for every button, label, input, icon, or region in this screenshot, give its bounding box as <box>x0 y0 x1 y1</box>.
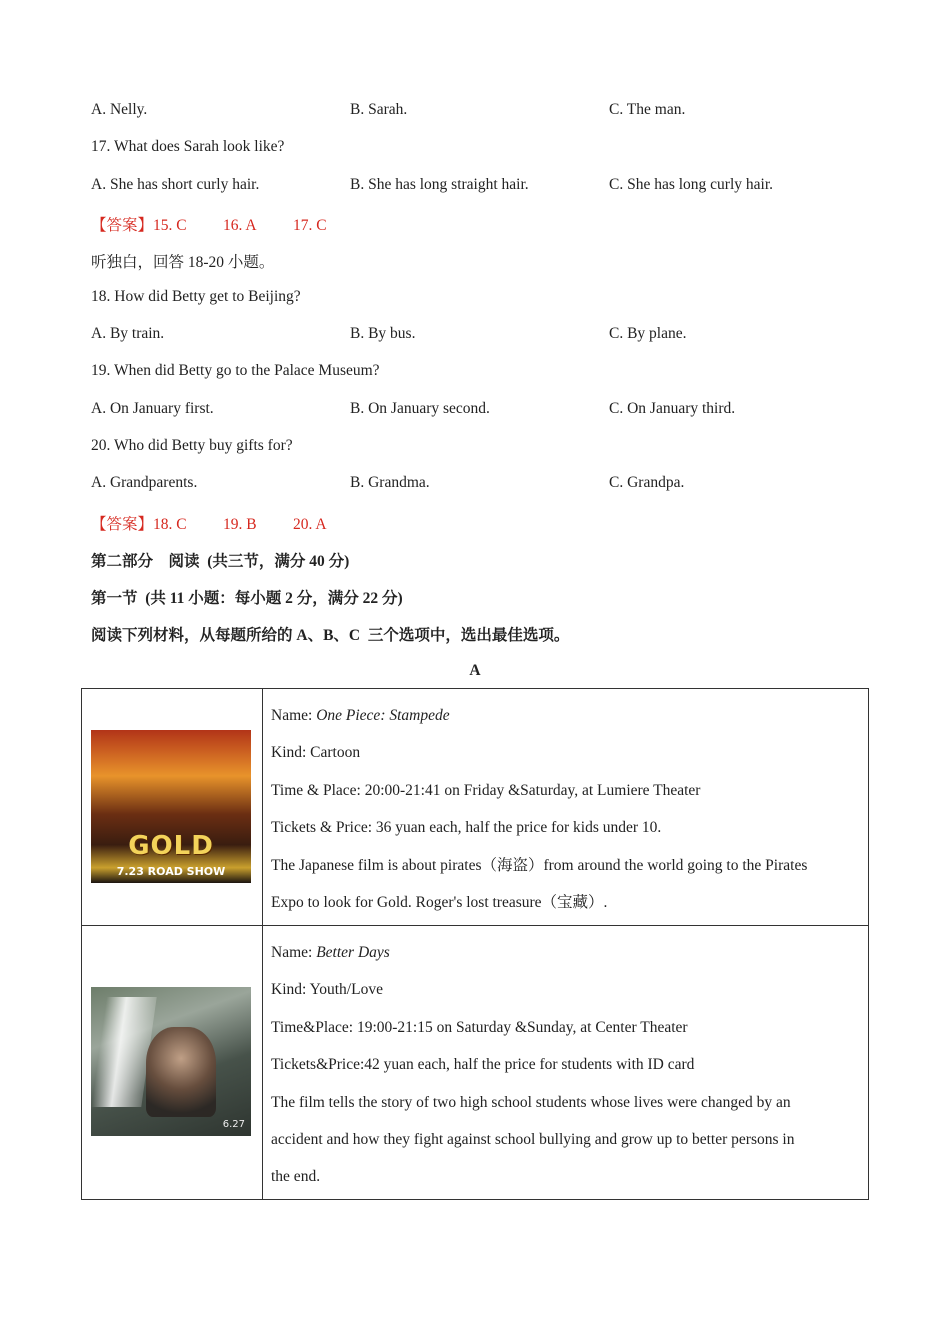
film-name <box>271 697 860 734</box>
monologue-instruction: 听独白，回答 18-20 小题。 <box>91 254 275 271</box>
film-title: One Piece: Stampede <box>316 707 450 724</box>
answer-item: 16. A <box>223 217 257 234</box>
q19-question: 19. When did Betty go to the Palace Museum? <box>91 362 380 379</box>
answer-label: 【答案】 <box>91 516 154 533</box>
table-row <box>82 926 869 1200</box>
film-info-cell <box>263 926 869 1200</box>
q16-option-b: B. Sarah. <box>350 101 408 118</box>
answer-key-15-17 <box>91 213 327 235</box>
q19-option-c: C. On January third. <box>609 400 736 417</box>
poster-date: 7.23 ROAD SHOW <box>116 865 226 878</box>
film-table <box>81 688 869 1200</box>
passage-label: A <box>469 662 481 679</box>
part2-heading: 第二部分 阅读 (共三节，满分 40 分) <box>91 553 350 570</box>
film-info-cell <box>263 689 869 926</box>
q16-option-a: A. Nelly. <box>91 101 148 118</box>
poster-title: GOLD <box>128 831 214 861</box>
film-kind: Kind: Cartoon <box>271 744 361 762</box>
q20-option-b: B. Grandma. <box>350 474 430 491</box>
film-kind: Kind: Youth/Love <box>271 981 383 999</box>
film-desc-line: Expo to look for Gold. Roger's lost treasure（宝藏）. <box>271 893 608 911</box>
answer-label: 【答案】 <box>91 217 154 234</box>
answer-item: 17. C <box>293 217 327 234</box>
film-tickets: Tickets & Price: 36 yuan each, half the price for kids under 10. <box>271 819 662 837</box>
q17-option-a: A. She has short curly hair. <box>91 176 260 193</box>
better-days-poster-image <box>91 987 251 1136</box>
film-desc-line: The film tells the story of two high school students whose lives were changed by an <box>271 1093 791 1111</box>
q17-option-c: C. She has long curly hair. <box>609 176 774 193</box>
answer-item: 20. A <box>293 516 327 533</box>
reading-instruction: 阅读下列材料，从每题所给的 A、B、C 三个选项中，选出最佳选项。 <box>91 627 570 644</box>
film-desc-line: the end. <box>271 1168 321 1186</box>
q20-option-a: A. Grandparents. <box>91 474 198 491</box>
table-row <box>82 689 869 926</box>
film-time-place: Time & Place: 20:00-21:41 on Friday &Saturday, at Lumiere Theater <box>271 781 701 799</box>
film-desc-line: The Japanese film is about pirates（海盗）from around the world going to the Pirates <box>271 856 808 874</box>
q18-question: 18. How did Betty get to Beijing? <box>91 288 301 305</box>
q18-option-b: B. By bus. <box>350 325 416 342</box>
q20-question: 20. Who did Betty buy gifts for? <box>91 437 293 454</box>
answer-item: 18. C <box>153 516 187 533</box>
answer-key-18-20 <box>91 512 327 534</box>
film-name <box>271 934 860 971</box>
film-title: Better Days <box>316 944 390 961</box>
q19-option-a: A. On January first. <box>91 400 214 417</box>
poster-cell <box>82 926 263 1200</box>
q17-option-b: B. She has long straight hair. <box>350 176 529 193</box>
section1-heading: 第一节 (共 11 小题：每小题 2 分，满分 22 分) <box>91 590 403 607</box>
poster-cell <box>82 689 263 926</box>
q17-question: 17. What does Sarah look like? <box>91 138 285 155</box>
film-desc-line: accident and how they fight against school bullying and grow up to better persons in <box>271 1130 795 1148</box>
answer-item: 15. C <box>153 217 187 234</box>
q16-option-c: C. The man. <box>609 101 686 118</box>
poster-date: 6.27 <box>222 1119 245 1130</box>
q20-option-c: C. Grandpa. <box>609 474 685 491</box>
one-piece-poster-image <box>91 730 251 883</box>
q18-option-c: C. By plane. <box>609 325 687 342</box>
film-tickets: Tickets&Price:42 yuan each, half the price for students with ID card <box>271 1056 695 1074</box>
film-name-label: Name: <box>271 944 317 961</box>
q18-option-a: A. By train. <box>91 325 165 342</box>
film-name-label: Name: <box>271 707 317 724</box>
q19-option-b: B. On January second. <box>350 400 490 417</box>
answer-item: 19. B <box>223 516 257 533</box>
figure-silhouette-decoration <box>146 1027 216 1117</box>
film-time-place: Time&Place: 19:00-21:15 on Saturday &Sunday, at Center Theater <box>271 1018 688 1036</box>
